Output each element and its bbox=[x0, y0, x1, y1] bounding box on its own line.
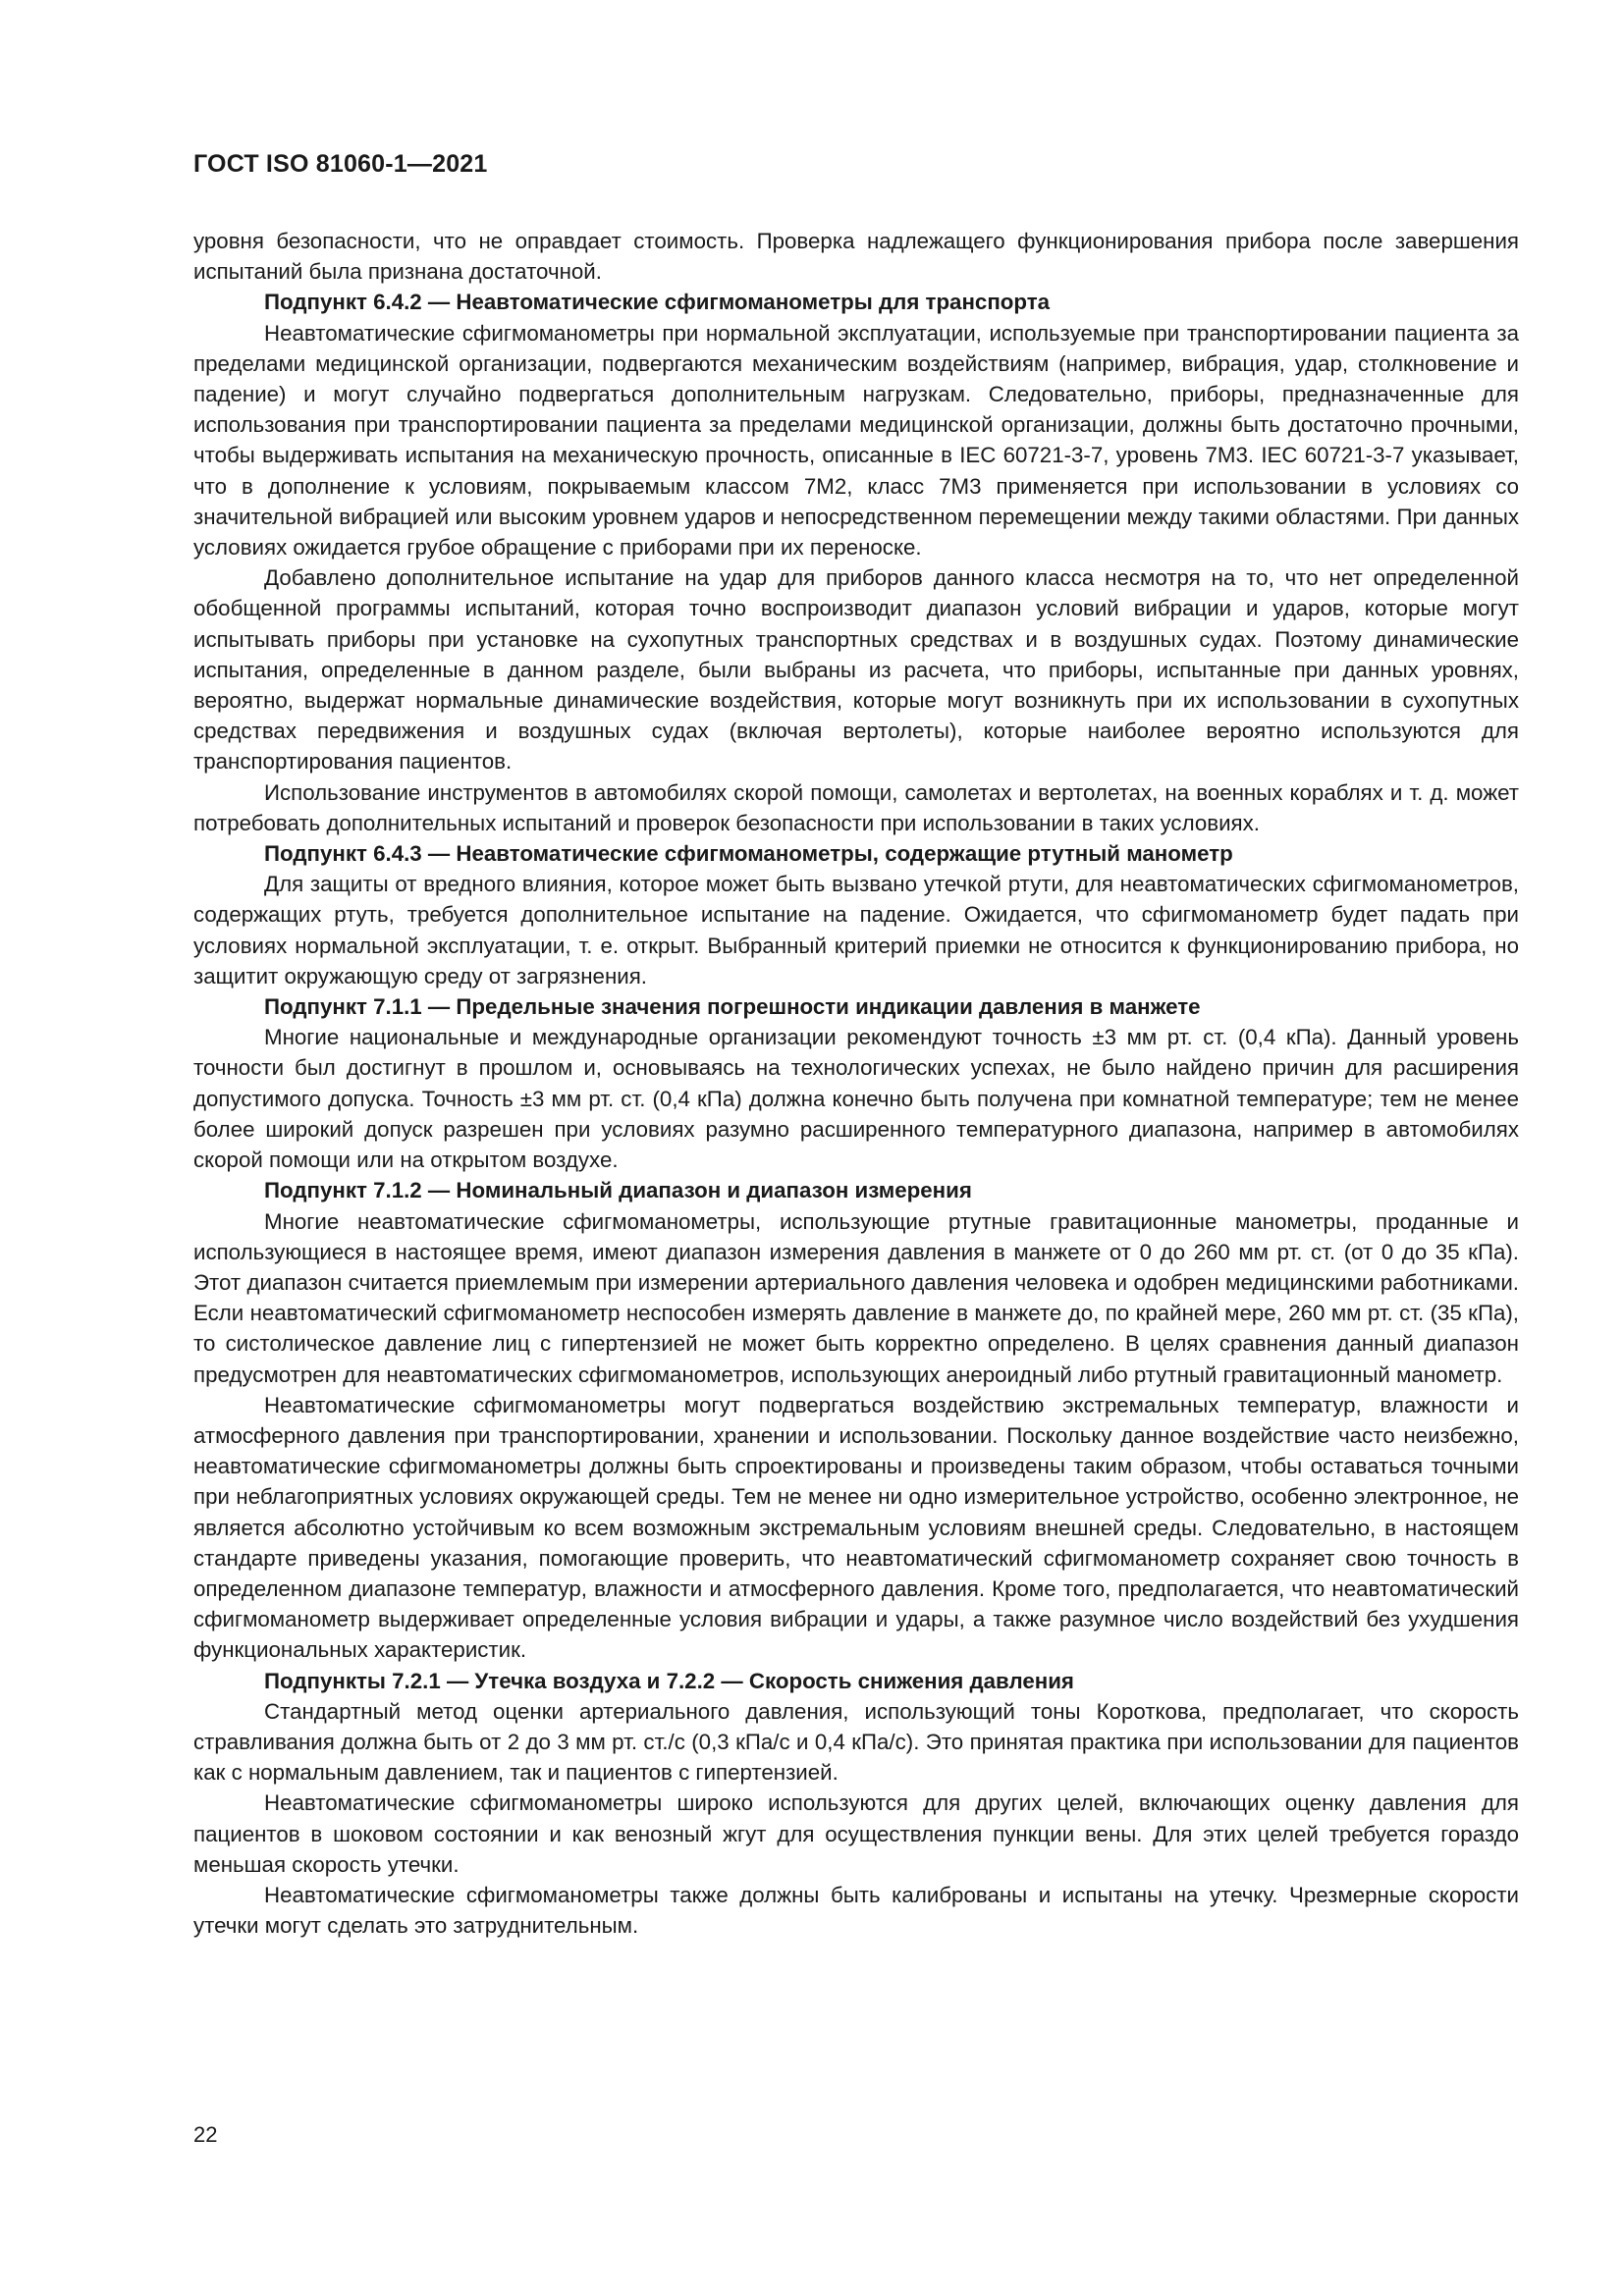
paragraph: Неавтоматические сфигмоманометры также должны быть калиброваны и испытаны на утечку. Чрезмерные скорости утечки могут сделать это затруднительным. bbox=[193, 1882, 1519, 1939]
subclause-heading-6-4-3: Подпункт 6.4.3 — Неавтоматические сфигмоманометры, содержащие ртутный манометр bbox=[264, 841, 1233, 867]
document-body bbox=[193, 226, 1519, 1941]
paragraph: Многие неавтоматические сфигмоманометры, использующие ртутные гравитационные манометры, проданные и использующиеся в настоящее время, имеют диапазон измерения давления в манжете от 0 до 260 мм рт. ст. (от 0 до 35 кПа). Этот диапазон считается приемлемым при измерении артериального давления человека и одобрен медицинскими работниками. Если неавтоматический сфигмоманометр неспособен измерять давление в манжете до, по крайней мере, 260 мм рт. ст. (35 кПа), то систолическое давление лиц с гипертензией не может быть корректно определено. В целях сравнения данный диапазон предусмотрен для неавтоматических сфигмоманометров, использующих анероидный либо ртутный гравитационный манометр. bbox=[193, 1208, 1519, 1387]
paragraph: Неавтоматические сфигмоманометры широко используются для других целей, включающих оценку давления для пациентов в шоковом состоянии и как венозный жгут для осуществления пункции вены. Для этих целей требуется гораздо меньшая скорость утечки. bbox=[193, 1790, 1519, 1877]
paragraph: Неавтоматические сфигмоманометры могут подвергаться воздействию экстремальных температур, влажности и атмосферного давления при транспортировании, хранении и использовании. Поскольку данное воздействие часто неизбежно, неавтоматические сфигмоманометры должны быть спроектированы и произведены таким образом, чтобы оставаться точными при неблагоприятных условиях окружающей среды. Тем не менее ни одно измерительное устройство, особенно электронное, не является абсолютно устойчивым ко всем возможным экстремальным условиям внешней среды. Следовательно, в настоящем стандарте приведены указания, помогающие проверить, что неавтоматический сфигмоманометр сохраняет свою точность в определенном диапазоне температур, влажности и атмосферного давления. Кроме того, предполагается, что неавтоматический сфигмоманометр выдерживает определенные условия вибрации и удары, а также разумное число воздействий без ухудшения функциональных характеристик. bbox=[193, 1392, 1519, 1663]
paragraph: Стандартный метод оценки артериального давления, использующий тоны Короткова, предполагает, что скорость стравливания должна быть от 2 до 3 мм рт. ст./с (0,3 кПа/с и 0,4 кПа/с). Это принятая практика при использовании для пациентов как с нормальным давлением, так и пациентов с гипертензией. bbox=[193, 1698, 1519, 1786]
paragraph-continuation: уровня безопасности, что не оправдает стоимость. Проверка надлежащего функционирования прибора после завершения испытаний была признана достаточной. bbox=[193, 229, 1519, 285]
paragraph: Многие национальные и международные организации рекомендуют точность ±3 мм рт. ст. (0,4 кПа). Данный уровень точности был достигнут в прошлом и, основываясь на технологических успехах, не было найдено причин для расширения допустимого допуска. Точность ±3 мм рт. ст. (0,4 кПа) должна конечно быть получена при комнатной температуре; тем не менее более широкий допуск разрешен при условиях разумно расширенного температурного диапазона, например в автомобилях скорой помощи или на открытом воздухе. bbox=[193, 1025, 1519, 1173]
subclause-heading-7-2-1-7-2-2: Подпункты 7.2.1 — Утечка воздуха и 7.2.2 — Скорость снижения давления bbox=[264, 1668, 1074, 1693]
paragraph: Для защиты от вредного влияния, которое может быть вызвано утечкой ртути, для неавтоматических сфигмоманометров, содержащих ртуть, требуется дополнительное испытание на падение. Ожидается, что сфигмоманометр будет падать при условиях нормальной эксплуатации, т. е. открыт. Выбранный критерий приемки не относится к функционированию прибора, но защитит окружающую среду от загрязнения. bbox=[193, 872, 1519, 988]
document-header: ГОСТ ISO 81060-1—2021 bbox=[193, 150, 488, 178]
subclause-heading-6-4-2: Подпункт 6.4.2 — Неавтоматические сфигмоманометры для транспорта bbox=[264, 290, 1051, 315]
paragraph: Неавтоматические сфигмоманометры при нормальной эксплуатации, используемые при транспортировании пациента за пределами медицинской организации, подвергаются механическим воздействиям (например, вибрация, удар, столкновение и падение) и могут случайно подвергаться дополнительным нагрузкам. Следовательно, приборы, предназначенные для использования при транспортировании пациента за пределами медицинской организации, должны быть достаточно прочными, чтобы выдерживать испытания на механическую прочность, описанные в IEC 60721-3-7, уровень 7M3. IEC 60721-3-7 указывает, что в дополнение к условиям, покрываемым классом 7M2, класс 7M3 применяется при использовании в условиях со значительной вибрацией или высоким уровнем ударов и непосредственном перемещении между такими областями. При данных условиях ожидается грубое обращение с приборами при их переноске. bbox=[193, 320, 1519, 561]
paragraph: Использование инструментов в автомобилях скорой помощи, самолетах и вертолетах, на военных кораблях и т. д. может потребовать дополнительных испытаний и проверок безопасности при использовании в таких условиях. bbox=[193, 779, 1519, 835]
page-number: 22 bbox=[193, 2122, 218, 2147]
paragraph: Добавлено дополнительное испытание на удар для приборов данного класса несмотря на то, что нет определенной обобщенной программы испытаний, которая точно воспроизводит диапазон условий вибрации и ударов, которые могут испытывать приборы при установке на сухопутных транспортных средствах и в воздушных судах. Поэтому динамические испытания, определенные в данном разделе, были выбраны из расчета, что приборы, испытанные при данных уровнях, вероятно, выдержат нормальные динамические воздействия, которые могут возникнуть при их использовании в сухопутных средствах передвижения и воздушных судах (включая вертолеты), которые наиболее вероятно используются для транспортирования пациентов. bbox=[193, 565, 1519, 774]
subclause-heading-7-1-2: Подпункт 7.1.2 — Номинальный диапазон и диапазон измерения bbox=[264, 1178, 972, 1203]
subclause-heading-7-1-1: Подпункт 7.1.1 — Предельные значения погрешности индикации давления в манжете bbox=[264, 994, 1201, 1020]
